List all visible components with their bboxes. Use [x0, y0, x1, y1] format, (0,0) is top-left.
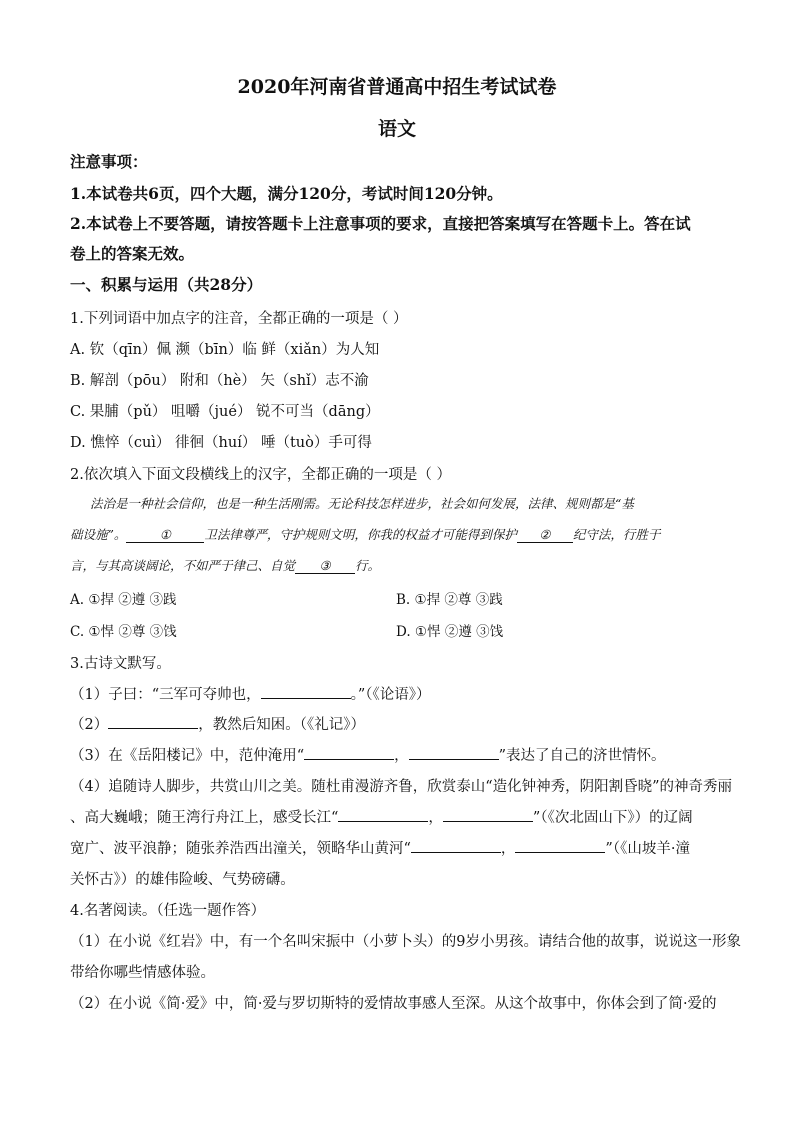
q3-sub-2 [70, 713, 730, 734]
q3-text: ， [428, 810, 443, 826]
q3-blank [108, 728, 198, 729]
notice-item-1: 1.本试卷共6页，四个大题，满分120分，考试时间120分钟。 [70, 184, 503, 203]
q3-text: ”（《山坡羊·潼 [605, 841, 690, 857]
q4-sub-1-line1: （1）在小说《红岩》中，有一个名叫宋振中（小萝卜头）的9岁小男孩。请结合他的故事，说说这一形象 [70, 934, 741, 950]
q3-blank [443, 821, 533, 822]
q2-blank-2: ② [517, 527, 573, 543]
q2-passage-line3 [70, 556, 730, 574]
q3-sub-1 [70, 683, 730, 704]
q3-text: （2） [70, 717, 109, 733]
q1-option-a: A. 钦（qīn）佩 濒（bīn）临 鲜（xiǎn）为人知 [70, 342, 380, 358]
q1-option-d: D. 憔悴（cuì） 徘徊（huí） 唾（tuò）手可得 [70, 435, 372, 451]
q3-text: （1）子曰：“三军可夺帅也， [70, 687, 261, 703]
q3-sub-4-line2 [70, 806, 730, 827]
q3-text: ，教然后知困。（《礼记》） [198, 717, 365, 733]
subject-title: 语文 [377, 118, 416, 140]
q3-sub-4-line4: 关怀古》）的雄伟险峻、气势磅礴。 [70, 872, 295, 888]
q3-blank [515, 852, 605, 853]
q4-sub-1-line2: 带给你哪些情感体验。 [70, 965, 215, 981]
q3-text: 。”（《论语》） [350, 687, 431, 703]
q3-text: ， [500, 841, 516, 857]
q3-blank [409, 759, 499, 760]
q4-stem: 4.名著阅读。（任选一题作答） [70, 903, 266, 919]
notice-item-2-line2: 卷上的答案无效。 [70, 244, 195, 263]
notice-item-2-line1: 2.本试卷上不要答题，请按答题卡上注意事项的要求，直接把答案填写在答题卡上。答在试 [70, 214, 691, 233]
q3-text: （3）在《岳阳楼记》中，范仲淹用“ [70, 748, 305, 764]
q2-passage-line1: 法治是一种社会信仰，也是一种生活刚需。无论科技怎样进步，社会如何发展，法律、规则都是“基 [90, 496, 634, 511]
exam-title: 2020年河南省普通高中招生考试试卷 [237, 76, 557, 98]
q2-passage-text: 言，与其高谈阔论，不如严于律己、自觉 [70, 558, 296, 573]
q3-sub-4-line3 [70, 837, 730, 858]
q3-text: ”（《次北固山下》）的辽阔 [532, 810, 693, 826]
q3-blank [261, 698, 351, 699]
q3-blank [304, 759, 394, 760]
section-heading: 一、积累与运用（共28分） [70, 275, 263, 294]
q2-option-d: D. ①悍 ②遵 ③饯 [396, 624, 504, 640]
q1-option-b: B. 解剖（pōu） 附和（hè） 矢（shǐ）志不渝 [70, 373, 369, 389]
q3-text: ， [394, 748, 409, 764]
q3-blank [338, 821, 428, 822]
q2-passage-line2 [70, 525, 730, 543]
q2-option-c: C. ①悍 ②尊 ③饯 [70, 624, 177, 640]
q3-text: 宽广、波平浪静；随张养浩西出潼关，领略华山黄河“ [70, 841, 411, 857]
q3-sub-3 [70, 744, 730, 765]
q3-blank [411, 852, 501, 853]
q3-sub-4-line1: （4）追随诗人脚步，共赏山川之美。随杜甫漫游齐鲁，欣赏泰山“造化钟神秀，阴阳割昏晓”的神奇秀丽 [70, 779, 733, 795]
q2-blank-1: ① [126, 527, 204, 543]
notice-heading: 注意事项： [70, 152, 148, 171]
q1-stem: 1.下列词语中加点字的注音，全都正确的一项是（ ） [70, 311, 408, 327]
q3-stem: 3.古诗文默写。 [70, 656, 171, 672]
q2-option-a: A. ①捍 ②遵 ③践 [70, 592, 177, 608]
q2-stem: 2.依次填入下面文段横线上的汉字，全都正确的一项是（ ） [70, 467, 451, 483]
q2-passage-text: 纪守法，行胜于 [572, 527, 661, 542]
q2-passage-text: 行。 [355, 558, 381, 573]
q1-option-c: C. 果脯（pǔ） 咀嚼（jué） 锐不可当（dāng） [70, 404, 380, 420]
q2-passage-text: 卫法律尊严，守护规则文明，你我的权益才可能得到保护 [204, 527, 517, 542]
q3-text: 、高大巍峨；随王湾行舟江上，感受长江“ [70, 810, 339, 826]
q2-option-b: B. ①捍 ②尊 ③践 [396, 592, 503, 608]
q3-text: ”表达了自己的济世情怀。 [498, 748, 666, 764]
q4-sub-2-line1: （2）在小说《简·爱》中，简·爱与罗切斯特的爱情故事感人至深。从这个故事中，你体会到了简·爱的 [70, 996, 717, 1012]
q2-passage-text: 础设施”。 [70, 527, 127, 542]
q2-blank-3: ③ [295, 558, 355, 574]
